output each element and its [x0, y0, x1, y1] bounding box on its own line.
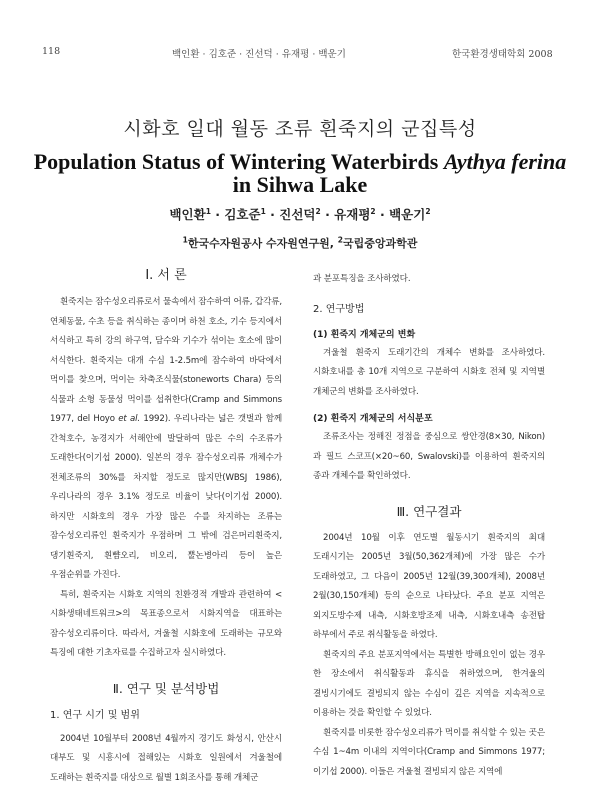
- affiliations: [0, 235, 600, 251]
- methods-paragraph-1: 2004년 10월부터 2008년 4월까지 경기도 화성시, 안산시 대부도 및 시흥시에 접해있는 시화호 일원에서 겨울철에 도래하는 흰죽지를 대상으로 월별 1회조사를 통해 개체군: [50, 730, 282, 788]
- affil-sup: 2: [338, 235, 343, 244]
- results-paragraph-1: 2004년 10월 이후 연도별 월동시기 흰죽지의 최대 도래시기는 2005년 3월(50,362개체)에 가장 많은 수가 도래하였고, 그 다음이 2005년 12월(39,300개체), 2008년 2월(30,150개체) 등의 순으로 나타났다. 주요 분포 지역은 외지도방수제 내측, 시화호방조제 내측, 시화호내측 송전탑 하부에서 주로 취식활동을 하였다.: [313, 529, 545, 646]
- methods-paragraph-2: 겨울철 흰죽지 도래기간의 개체수 변화를 조사하였다. 시화호내를 총 10개 지역으로 구분하여 시화호 전체 및 지역별 개체군의 변화를 조사하였다.: [313, 344, 545, 403]
- affil-org: 한국수자원공사 수자원연구원,: [188, 237, 338, 250]
- methods-subsub-heading-2: (2) 흰죽지 개체군의 서식분포: [313, 410, 545, 428]
- english-title-line2: in Sihwa Lake: [0, 173, 600, 196]
- methods-subsub-heading-1: (1) 흰죽지 개체군의 변화: [313, 326, 545, 344]
- author-separator: ·: [321, 207, 334, 222]
- running-authors: 백인환 · 김호준 · 진선덕 · 유재평 · 백운기: [172, 46, 346, 60]
- intro-text-a: 흰죽지는 잠수성오리류로서 물속에서 잠수하여 어류, 갑각류, 연체동물, 수초 등을 취식하는 종이며 하천 호소, 기수 등지에서 서식하고 특히 강의 하구역, 담수와 기수가 섞이는 호소에 많이 서식한다. 흰죽지는 대개 수심 1-2.5m에 잠수하여 바닥에서 먹이를 찾으며, 먹이는 차축조식물(stoneworts Chara) 등의 식물과 소형 동물성 먹이를 섭취한다(Cramp and Simmons 1977, del Hoyo: [50, 297, 282, 424]
- author-affil-sup: 1: [206, 207, 211, 216]
- author-name: 진선덕: [279, 207, 315, 222]
- running-journal: 한국환경생태학회 2008: [452, 46, 553, 60]
- methods-heading: Ⅱ. 연구 및 분석방법: [50, 678, 282, 700]
- etal: et al.: [118, 414, 140, 424]
- intro-text-b: 1992). 우리나라는 넓은 갯벌과 함께 간척호수, 농경지가 서해안에 발달하여 많은 수의 수조류가 도래한다(이기섭 2000). 일본의 경우 잠수성오리류 개체수가 전체조류의 30%를 차지할 정도로 많지만(WBSJ 1986), 우리나라의 경우 3.1% 정도로 비율이 낮다(이기섭 2000). 하지만 시화호의 경우 가장 많은 수를 차지하는 조류는 잠수성오리류인 흰죽지가 우점하며 그 밖에 검은머리흰죽지, 댕기흰죽지, 흰뺨오리, 비오리, 뿔논병아리 등이 높은 우점순위를 가진다.: [50, 414, 282, 580]
- results-paragraph-3: 흰죽지를 비롯한 잠수성오리류가 먹이를 취식할 수 있는 곳은 수심 1~4m 이내의 지역이다(Cramp and Simmons 1977; 이기섭 2000). 이들은 겨울철 결빙되지 않은 지역에: [313, 724, 545, 783]
- results-heading: Ⅲ. 연구결과: [313, 501, 545, 523]
- author-list: [0, 205, 600, 223]
- korean-title: 시화호 일대 월동 조류 흰죽지의 군집특성: [0, 114, 600, 141]
- author-separator: ·: [266, 207, 279, 222]
- continued-paragraph: 과 분포특징을 조사하였다.: [313, 270, 545, 290]
- page-number: 118: [42, 46, 60, 57]
- english-title-text: Population Status of Wintering Waterbirds: [34, 149, 444, 174]
- author-name: 백인환: [169, 207, 205, 222]
- author-separator: ·: [211, 207, 224, 222]
- author-separator: ·: [376, 207, 389, 222]
- author-name: 백운기: [389, 207, 425, 222]
- methods-sub-heading-2: 2. 연구방법: [313, 300, 545, 320]
- intro-paragraph-2: 특히, 흰죽지는 시화호 지역의 친환경적 개발과 관련하여 <시화생태네트워크>의 목표종으로서 시화지역을 대표하는 잠수성오리류이다. 따라서, 겨울철 시화호에 도래하는 규모와 특징에 대한 기초자료를 수집하고자 실시하였다.: [50, 586, 282, 664]
- author-name: 김호준: [224, 207, 260, 222]
- species-name: Aythya ferina: [444, 149, 566, 174]
- author-affil-sup: 1: [261, 207, 266, 216]
- english-title-line1: [0, 150, 600, 173]
- author-affil-sup: 2: [425, 207, 430, 216]
- right-column: [313, 270, 545, 782]
- author-name: 유재평: [334, 207, 370, 222]
- methods-paragraph-3: 조류조사는 정해진 정점을 중심으로 쌍안경(8×30, Nikon)과 필드 스코프(×20~60, Swalovski)를 이용하여 흰죽지의 종과 개체수를 확인하였다.: [313, 428, 545, 487]
- author-affil-sup: 2: [370, 207, 375, 216]
- intro-paragraph-1: [50, 293, 282, 586]
- methods-sub-heading-1: 1. 연구 시기 및 범위: [50, 706, 282, 726]
- left-column: [50, 263, 282, 788]
- affil-org: 국립중앙과학관: [343, 237, 417, 250]
- author-affil-sup: 2: [316, 207, 321, 216]
- affil-sup: 1: [183, 235, 188, 244]
- intro-heading: Ⅰ. 서 론: [50, 263, 282, 289]
- results-paragraph-2: 흰죽지의 주요 분포지역에서는 특별한 방해요인이 없는 경우 한 장소에서 취식활동과 휴식을 취하였으며, 한겨울의 결빙시기에도 결빙되지 않는 수심이 깊은 지역을 지속적으로 이용하는 것을 확인할 수 있었다.: [313, 646, 545, 724]
